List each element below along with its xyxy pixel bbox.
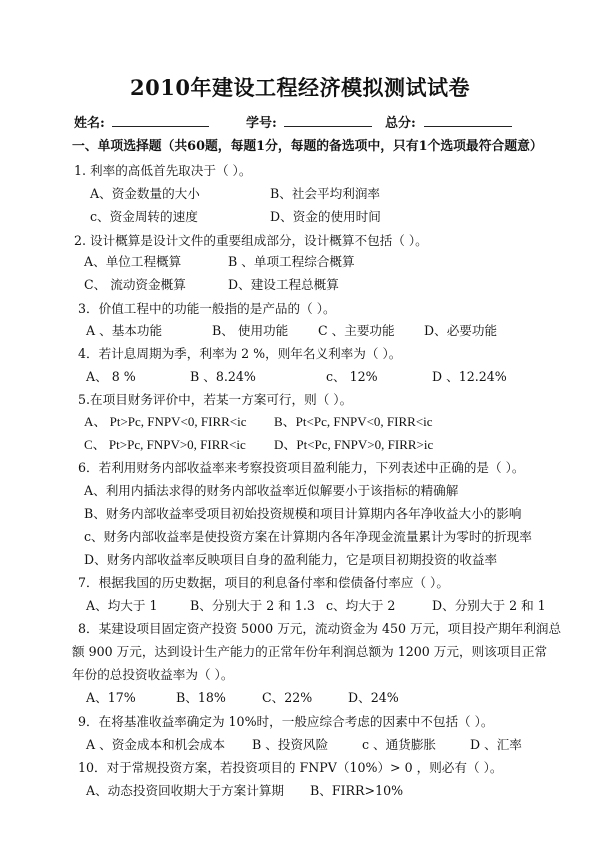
question-7-stem: 7．根据我国的历史数据，项目的利息备付率和偿债备付率应（ ）。 <box>78 575 449 590</box>
question-1-option-a: A、资金数量的大小 <box>90 186 200 201</box>
question-8-option-b: B、18% <box>176 690 226 705</box>
exam-title: 2010年建设工程经济模拟测试试卷 <box>130 75 470 100</box>
question-6-option-d: D、财务内部收益率反映项目自身的盈利能力，它是项目初期投资的收益率 <box>84 552 498 567</box>
question-4-option-c: c、 12% <box>326 369 378 384</box>
question-8-option-a: A、17% <box>86 690 136 705</box>
question-9-option-a: A 、资金成本和机会成本 <box>86 737 226 752</box>
name-blank-line <box>112 126 209 127</box>
question-7-option-b: B、分别大于 2 和 1.3 <box>190 598 315 613</box>
question-1-option-c: c、资金周转的速度 <box>90 209 198 224</box>
question-6-option-b: B、财务内部收益率受项目初始投资规模和项目计算期内各年净收益大小的影响 <box>84 506 522 521</box>
score-blank-line <box>424 126 512 127</box>
question-3-option-d: D、必要功能 <box>424 323 498 338</box>
question-9-option-b: B 、投资风险 <box>252 737 329 752</box>
question-2-option-d: D、建设工程总概算 <box>228 277 339 292</box>
question-6-stem: 6．若利用财务内部收益率来考察投资项目盈利能力，下列表述中正确的是（ ）。 <box>78 460 525 475</box>
question-10-stem: 10．对于常规投资方案，若投资项目的 FNPV（10%）> 0 ，则必有（ ）。 <box>78 760 503 775</box>
question-8-stem-line-3: 年份的总投资收益率为（ ）。 <box>72 667 234 682</box>
question-8-option-d: D、24% <box>348 690 399 705</box>
question-3-option-b: B、 使用功能 <box>212 323 289 338</box>
section-heading: 一、单项选择题（共60题，每题1分，每题的备选项中，只有1个选项最符合题意） <box>72 139 543 154</box>
question-6-option-a: A、利用内插法求得的财务内部收益率近似解要小于该指标的精确解 <box>84 483 459 498</box>
question-4-option-d: D 、12.24% <box>432 369 507 384</box>
question-8-stem-line-1: 8．某建设项目固定资产投资 5000 万元，流动资金为 450 万元，项目投产期年利润总 <box>78 621 562 636</box>
question-5-option-d: D、Pt<Pc, FNPV>0, FIRR>ic <box>274 437 434 452</box>
student-id-label: 学号: <box>246 116 277 131</box>
question-2-option-c: C、 流动资金概算 <box>84 277 186 292</box>
question-1-option-d: D、资金的使用时间 <box>270 209 381 224</box>
question-6-option-c: c、财务内部收益率是使投资方案在计算期内各年净现金流量累计为零时的折现率 <box>84 529 532 544</box>
question-3-stem: 3．价值工程中的功能一般指的是产品的（ ）。 <box>78 301 336 316</box>
name-label: 姓名: <box>74 116 105 131</box>
question-9-stem: 9．在将基准收益率确定为 10%时，一般应综合考虑的因素中不包括（ ）。 <box>78 714 494 729</box>
student-info-row <box>74 112 554 134</box>
question-9-option-d: D 、汇率 <box>470 737 522 752</box>
question-3-option-c: C 、主要功能 <box>318 323 395 338</box>
question-5-option-c: C、 Pt>Pc, FNPV>0, FIRR<ic <box>84 437 246 452</box>
question-7-option-d: D、分别大于 2 和 1 <box>432 598 546 613</box>
question-9-option-c: c 、通货膨胀 <box>362 737 437 752</box>
question-4-option-a: A、 8 % <box>86 369 136 384</box>
question-5-option-b: B、Pt<Pc, FNPV<0, FIRR<ic <box>274 414 433 429</box>
question-10-option-b: B、FIRR>10% <box>310 783 404 798</box>
question-8-option-c: C、22% <box>262 690 313 705</box>
question-4-stem: 4．若计息周期为季，利率为 2 %，则年名义利率为（ ）。 <box>78 346 402 361</box>
score-label: 总分: <box>385 116 416 131</box>
question-7-option-a: A、均大于 1 <box>86 598 158 613</box>
question-8-stem-line-2: 额 900 万元，达到设计生产能力的正常年份年利润总额为 1200 万元，则该项目正常 <box>72 644 548 659</box>
question-2-stem: 2. 设计概算是设计文件的重要组成部分，设计概算不包括（ ）。 <box>74 233 428 248</box>
student-id-blank-line <box>284 126 372 127</box>
question-4-option-b: B 、8.24% <box>190 369 256 384</box>
question-2-option-a: A、单位工程概算 <box>84 254 182 269</box>
question-5-stem: 5.在项目财务评价中，若某一方案可行，则（ ）。 <box>78 392 353 407</box>
question-5-option-a: A、 Pt>Pc, FNPV<0, FIRR<ic <box>84 414 247 429</box>
question-1-option-b: B、社会平均利润率 <box>270 186 381 201</box>
question-10-option-a: A、动态投资回收期大于方案计算期 <box>86 783 285 798</box>
question-7-option-c: c、均大于 2 <box>326 598 396 613</box>
question-3-option-a: A 、基本功能 <box>86 323 163 338</box>
question-2-option-b: B 、单项工程综合概算 <box>228 254 355 269</box>
question-1-stem: 1. 利率的高低首先取决于（ ）。 <box>74 163 252 178</box>
